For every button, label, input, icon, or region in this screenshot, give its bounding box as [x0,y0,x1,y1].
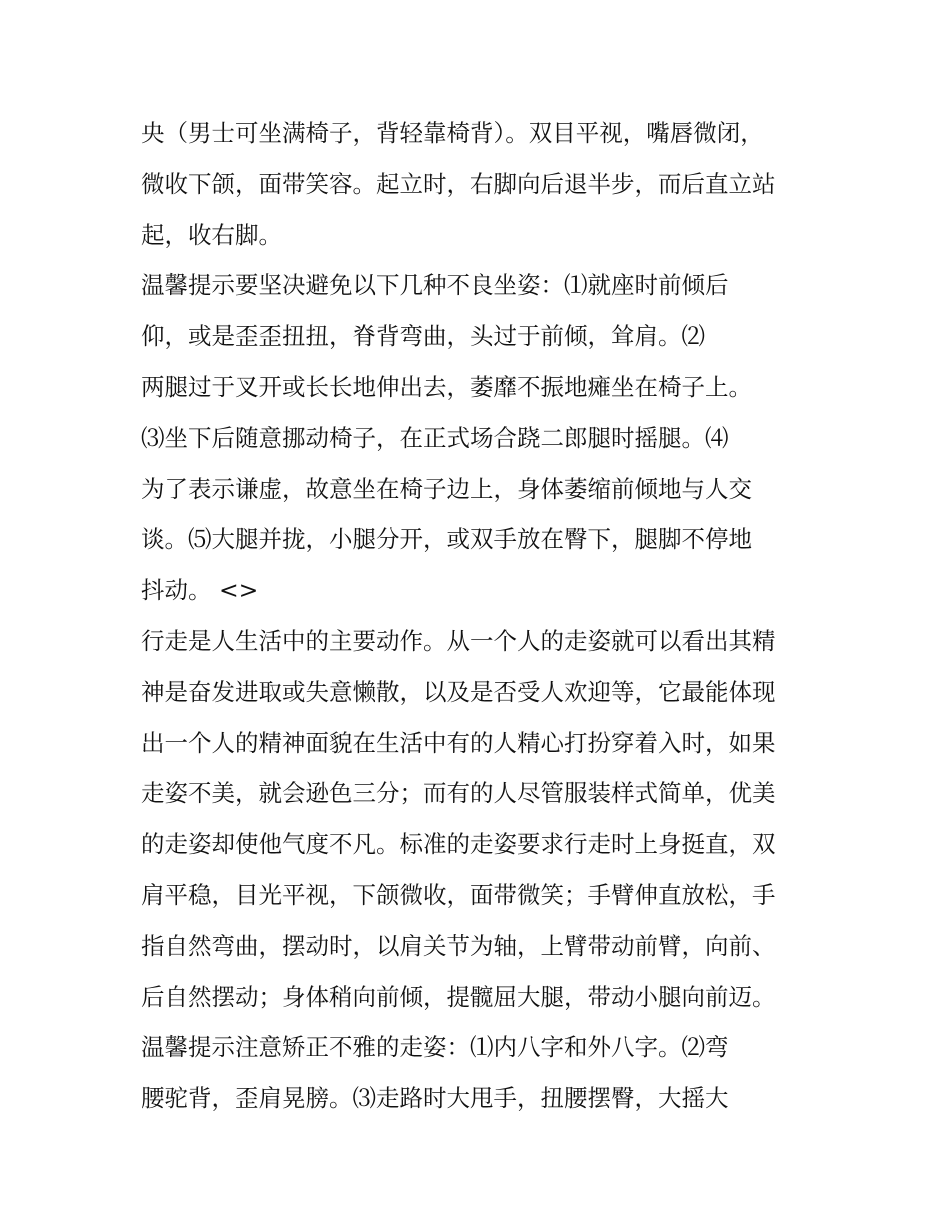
text-line: 的走姿却使他气度不凡。标准的走姿要求行走时上身挺直，双 [141,830,776,859]
text-line: 腰驼背，歪肩晃膀。⑶走路时大甩手，扭腰摆臀，大摇大 [141,1084,729,1113]
text-line: 为了表示谦虚，故意坐在椅子边上，身体萎缩前倾地与人交 [141,474,752,503]
text-line: 谈。⑸大腿并拢，小腿分开，或双手放在臀下，腿脚不停地 [141,525,752,554]
text-line: 出一个人的精神面貌在生活中有的人精心打扮穿着入时，如果 [141,728,776,757]
text-line: 央（男士可坐满椅子，背轻靠椅背）。双目平视，嘴唇微闭， [141,119,764,147]
text-line: 行走是人生活中的主要动作。从一个人的走姿就可以看出其精 [141,626,776,655]
text-line: 起，收右脚。 [141,220,282,249]
text-line: 肩平稳，目光平视，下颌微收，面带微笑；手臂伸直放松，手 [141,880,776,909]
text-line: 两腿过于叉开或长长地伸出去，萎靡不振地瘫坐在椅子上。 [141,372,752,401]
text-line: 后自然摆动；身体稍向前倾，提髋屈大腿，带动小腿向前迈。 [141,982,776,1011]
text-line: 抖动。 <> [141,576,259,605]
text-line: 仰，或是歪歪扭扭，脊背弯曲，头过于前倾，耸肩。⑵ [141,322,705,351]
text-line: 微收下颌，面带笑容。起立时，右脚向后退半步，而后直立站 [141,169,776,198]
text-line: 温馨提示注意矫正不雅的走姿：⑴内八字和外八字。⑵弯 [141,1033,729,1062]
body-text [141,108,841,1124]
text-line: 指自然弯曲，摆动时，以肩关节为轴，上臂带动前臂，向前、 [141,931,776,960]
text-line: 神是奋发进取或失意懒散，以及是否受人欢迎等，它最能体现 [141,677,776,706]
text-line: 温馨提示要坚决避免以下几种不良坐姿：⑴就座时前倾后 [141,271,729,300]
text-line: 走姿不美，就会逊色三分；而有的人尽管服装样式简单，优美 [141,779,776,808]
text-line: ⑶坐下后随意挪动椅子，在正式场合跷二郎腿时摇腿。⑷ [141,423,729,452]
